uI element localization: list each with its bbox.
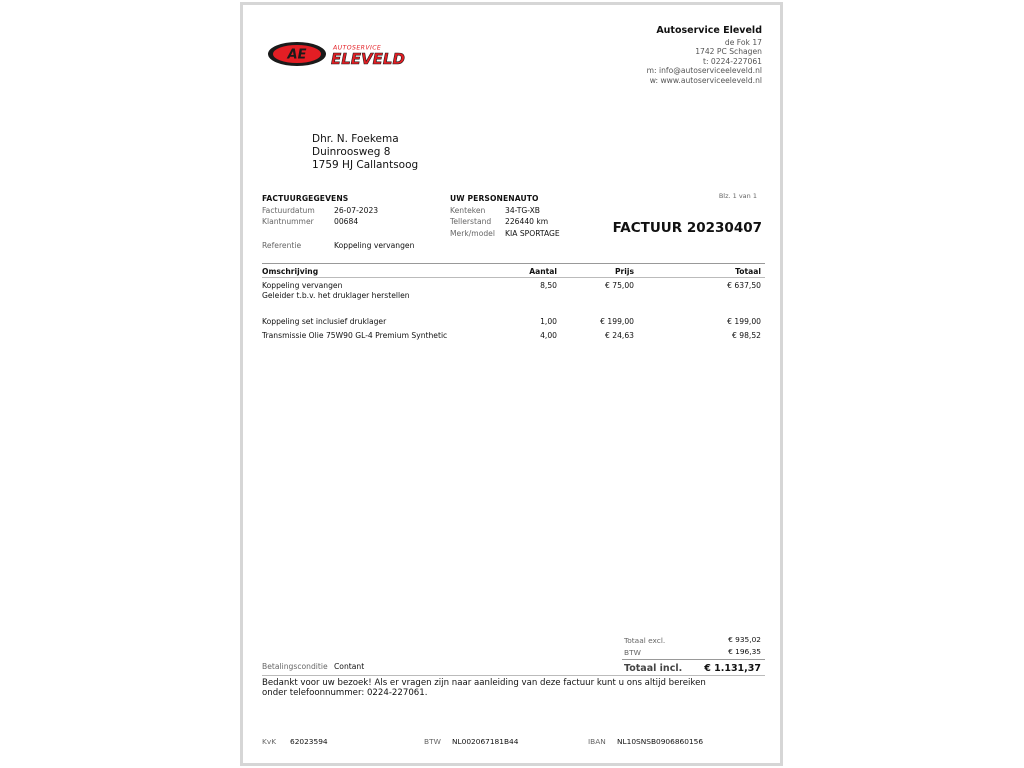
odometer-label: Tellerstand — [450, 217, 492, 226]
total-incl-label: Totaal incl. — [624, 663, 683, 674]
company-details — [647, 26, 762, 86]
plate-label: Kenteken — [450, 206, 486, 215]
row-quantity: 4,00 — [540, 331, 557, 340]
kvk-label: KvK — [262, 737, 277, 746]
model-label: Merk/model — [450, 229, 495, 238]
invoice-date: 26-07-2023 — [334, 206, 379, 215]
recipient-name: Dhr. N. Foekema — [312, 133, 399, 145]
logo-big-text: ELEVELD — [331, 50, 405, 68]
row-quantity: 1,00 — [540, 317, 557, 326]
row-description: Koppeling vervangen — [262, 281, 343, 290]
model-value: KIA SPORTAGE — [505, 229, 560, 238]
vat-value: € 196,35 — [728, 647, 761, 656]
btw-value: NL002067181B44 — [452, 737, 519, 746]
customer-number: 00684 — [334, 217, 359, 226]
company-phone: t: 0224-227061 — [702, 56, 762, 66]
table-top-rule — [262, 263, 765, 264]
total-incl-value: € 1.131,37 — [704, 663, 761, 674]
kvk-value: 62023594 — [290, 737, 328, 746]
vat-label: BTW — [624, 648, 641, 657]
row-price: € 199,00 — [600, 317, 634, 326]
recipient-address — [312, 133, 418, 172]
col-header-description: Omschrijving — [262, 267, 319, 276]
col-header-price: Prijs — [614, 267, 634, 276]
odometer-value: 226440 km — [505, 217, 549, 226]
car-details-title: UW PERSONENAUTO — [450, 194, 539, 203]
row-total: € 637,50 — [727, 281, 761, 290]
logo-mark: AE — [287, 47, 307, 63]
plate-value: 34-TG-XB — [505, 206, 541, 215]
row-total: € 98,52 — [732, 331, 761, 340]
reference-label: Referentie — [262, 241, 302, 250]
total-excl-label: Totaal excl. — [624, 636, 666, 645]
logo-small-text: AUTOSERVICE — [333, 44, 382, 52]
payment-condition-label: Betalingsconditie — [262, 662, 328, 671]
company-email: m: info@autoserviceeleveld.nl — [646, 66, 762, 76]
totals-rule — [622, 659, 765, 660]
row-description: Koppeling set inclusief druklager — [262, 317, 387, 326]
col-header-total: Totaal — [735, 267, 761, 276]
customer-number-label: Klantnummer — [262, 217, 314, 226]
row-price: € 75,00 — [605, 281, 634, 290]
payment-rule — [262, 675, 765, 676]
invoice-date-label: Factuurdatum — [262, 206, 315, 215]
company-address-1: de Fok 17 — [724, 37, 762, 47]
company-logo — [267, 39, 423, 69]
invoice-page — [240, 2, 783, 766]
row-total: € 199,00 — [727, 317, 761, 326]
total-excl-value: € 935,02 — [728, 635, 761, 644]
row-subdescription: Geleider t.b.v. het druklager herstellen — [262, 291, 410, 300]
thank-you-note: Bedankt voor uw bezoek! Als er vragen zijn naar aanleiding van deze factuur kunt u ons altijd bereiken onder telefoonnummer: 0224-227061. — [262, 678, 706, 699]
iban-label: IBAN — [588, 737, 606, 746]
company-name: Autoservice Eleveld — [656, 25, 762, 36]
iban-value: NL10SNSB0906860156 — [617, 737, 704, 746]
row-quantity: 8,50 — [540, 281, 557, 290]
btw-label: BTW — [424, 737, 441, 746]
company-website: w: www.autoserviceeleveld.nl — [649, 75, 762, 85]
reference-value: Koppeling vervangen — [334, 241, 415, 250]
invoice-details-title: FACTUURGEGEVENS — [262, 194, 349, 203]
col-header-quantity: Aantal — [529, 267, 557, 276]
page-number: Blz. 1 van 1 — [718, 192, 757, 200]
table-header-rule — [262, 277, 765, 278]
logo-graphic — [267, 39, 423, 69]
recipient-street: Duinroosweg 8 — [312, 146, 391, 158]
company-address-2: 1742 PC Schagen — [695, 47, 762, 57]
row-price: € 24,63 — [605, 331, 634, 340]
recipient-city: 1759 HJ Callantsoog — [312, 159, 419, 171]
invoice-title: FACTUUR 20230407 — [612, 220, 762, 236]
row-description: Transmissie Olie 75W90 GL-4 Premium Synthetic — [262, 331, 448, 340]
payment-condition-value: Contant — [334, 662, 365, 671]
